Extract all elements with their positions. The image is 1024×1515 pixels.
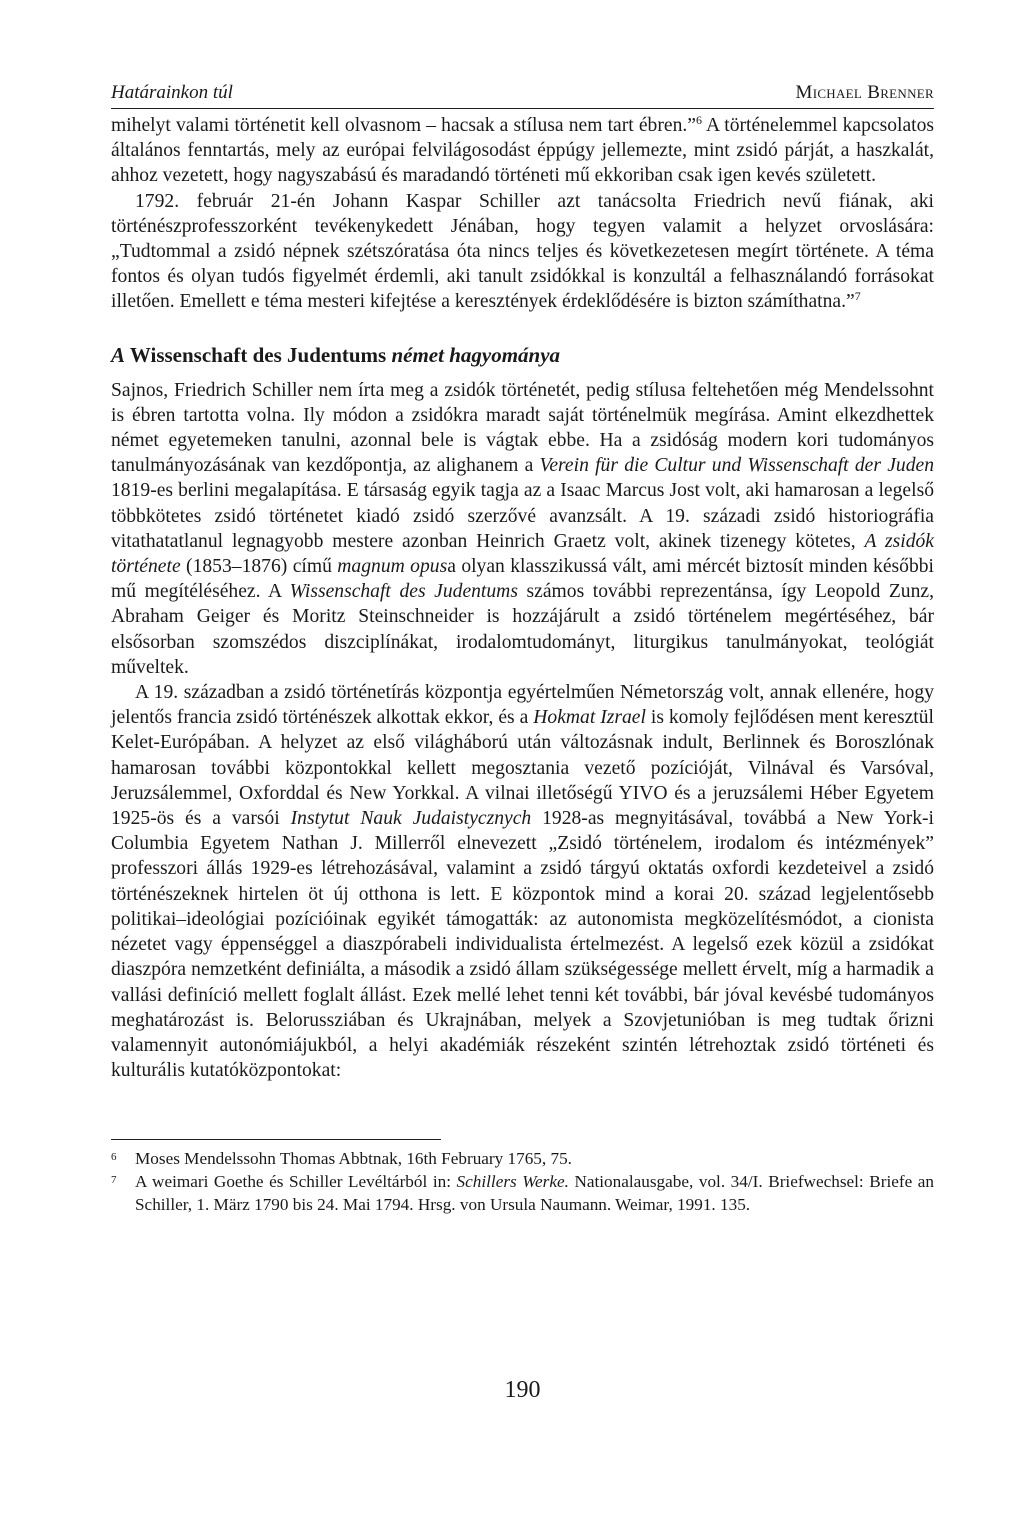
- footnote-6: [111, 1148, 934, 1171]
- running-head-title: Határainkon túl: [111, 82, 233, 103]
- p3-e: számos további reprezentánsa, így Leopold Zunz, Abraham Geiger és Moritz Steinschneider is hozzájárult a zsidó történelem megértéséhez, bár elsősorban szomszédos diszciplínákat, irodalomtudományt, liturgikus tanulmányokat, teológiát műveltek.: [111, 581, 934, 678]
- p3-c: (1853–1876) című: [180, 556, 338, 578]
- running-head-author: Michael Brenner: [795, 82, 934, 103]
- footnote-text: [135, 1171, 934, 1216]
- p3-b: 1819-es berlini megalapítása. E társaság egyik tagja az a Isaac Marcus Jost volt, aki hamarosan a legelső többkötetes zsidó történetet kiadó zsidó szerzővé avanzsált. A 19. századi zsidó historiográfia vitathatatlanul legnagyobb mestere azonban Heinrich Graetz volt, akinek tizenegy kötetes,: [111, 480, 934, 552]
- paragraph-4: [111, 680, 934, 1083]
- footnote-number: 7: [111, 1173, 117, 1186]
- p3-a: Sajnos, Friedrich Schiller nem írta meg a zsidók történetét, pedig stílusa feltehetően még Mendelssohnt is ébren tartotta volna. Ily módon a zsidókra maradt saját történelmük megírása. Amint elkezdhettek német egyetemeken tanulni, azonnal bele is vágtak ebbe. Ha a zsidóság modern kori tudományos tanulmányozásának van kezdőpontja, az alighanem a: [111, 379, 934, 477]
- p3-italic-zsidok-tortenete: A zsidók története: [111, 530, 934, 578]
- p4-italic-instytut: Instytut Nauk Judaistycznych: [290, 808, 532, 830]
- section-heading: [111, 342, 934, 368]
- paragraph-1-text-b: A történelemmel kapcsolatos általános fenntartás, mely az európai felvilágosodást éppúgy jellemezte, mint zsidó párját, a haszkalát, ahhoz vezetett, hogy nagyszabású és maradandó történeti mű ekkoriban csak igen kevés született.: [111, 115, 935, 187]
- p4-a: A 19. században a zsidó történetírás központja egyértelműen Németország volt, annak ellenére, hogy jelentős francia zsidó történészek alkottak ekkor, és a: [111, 682, 934, 729]
- footnote-7-text-a: A weimari Goethe és Schiller Levéltárból in:: [135, 1171, 457, 1191]
- heading-part-c: német hagyománya: [391, 342, 561, 367]
- footnote-ref-6[interactable]: 6: [695, 113, 702, 127]
- footnote-ref-7[interactable]: 7: [854, 289, 861, 304]
- p3-italic-wissenschaft: Wissenschaft des Judentums: [289, 581, 518, 603]
- body-text: [111, 113, 934, 1083]
- paragraph-2-text: 1792. február 21-én Johann Kaspar Schiller azt tanácsolta Friedrich nevű fiának, aki történészprofesszorként tevékenykedett Jénában, hogy tegyen valamit a helyzet orvoslására: „Tudtommal a zsidó népnek szétszóratása óta nincs teljes és következetesen megírt története. A téma fontos és olyan tudós figyelmét érdemli, aki tanult zsidókkal is konzultál a felhasználandó forrásokat illetően. Emellett e téma mesteri kifejtése a keresztények érdeklődésére is bizton számíthatna.”: [111, 190, 934, 313]
- footnotes: [111, 1148, 934, 1216]
- heading-part-a: A: [111, 342, 126, 367]
- page-number: 190: [504, 1377, 541, 1403]
- running-head: [111, 82, 934, 109]
- footnote-text: Moses Mendelssohn Thomas Abbtnak, 16th February 1765, 75.: [135, 1149, 572, 1169]
- footnote-7-text-b: Nationalausgabe, vol. 34/I. Briefwechsel: Briefe an Schiller, 1. März 1790 bis 24. Mai 1794. Hrsg. von Ursula Naumann. Weimar, 1991. 135.: [135, 1171, 934, 1214]
- footnote-7-italic: Schillers Werke.: [456, 1171, 569, 1191]
- paragraph-1-text-a: mihelyt valami történetit kell olvasnom – hacsak a stílusa nem tart ébren.”: [111, 115, 696, 136]
- footnote-7: [111, 1171, 934, 1216]
- p4-c: 1928-as megnyitásával, továbbá a New York-i Columbia Egyetem Nathan J. Millerről elnevezett „Zsidó történelem, irodalom és intézmények” professzori állás 1929-es létrehozásával, valamint a zsidó tárgyú oktatás oxfordi kezdeteivel a zsidó történészeknek hirtelen öt új otthona is lett. E központok mind a korai 20. század legjelentősebb politikai–ideológiai pozícióinak egyikét támogatták: az autonomista megközelítésmódot, a cionista nézetet vagy éppenséggel a diaszpórabeli individualista értelmezést. A legelső ezek közül a zsidókat diaszpóra nemzetként definiálta, a második a zsidó állam szükségessége mellett érvelt, míg a harmadik a vallási definíció mellett foglalt állást. Ezek mellé lehet tenni két további, bár jóval kevésbé tudományos meghatározást is. Belorussziában és Ukrajnában, melyek a Szovjetunióban is meg tudtak őrizni valamennyit autonómiájukból, a helyi akadémiák részeként szintén létrehoztak zsidó történeti és kulturális kutatóközpontokat:: [111, 808, 934, 1082]
- footnote-number: 6: [111, 1151, 117, 1164]
- p4-italic-hokmat: Hokmat Izrael: [533, 707, 646, 729]
- paragraph-3: [111, 378, 934, 680]
- footnote-divider: [111, 1139, 441, 1140]
- paragraph-2: [111, 189, 934, 315]
- p4-b: is komoly fejlődésen ment keresztül Kelet-Európában. A helyzet az első világháború után változásnak indult, Berlinnek és Boroszlónak hamarosan további központokkal kellett megosztania vezető pozícióját, Vilnával és Varsóval, Jeruzsálemmel, Oxforddal és New Yorkkal. A vilnai illetőségű YIVO és a jeruzsálemi Héber Egyetem 1925-ös és a varsói: [111, 707, 934, 830]
- heading-part-b: Wissenschaft des Judentums: [125, 342, 392, 367]
- p3-d: a olyan klasszikussá vált, ami mércét biztosít minden későbbi mű megítéléséhez. A: [111, 556, 934, 603]
- p3-italic-verein: Verein für die Cultur und Wissenschaft der Juden: [539, 455, 934, 477]
- paragraph-1: [111, 113, 934, 189]
- page: [111, 82, 935, 1403]
- p3-italic-magnum-opus: magnum opus: [337, 556, 448, 578]
